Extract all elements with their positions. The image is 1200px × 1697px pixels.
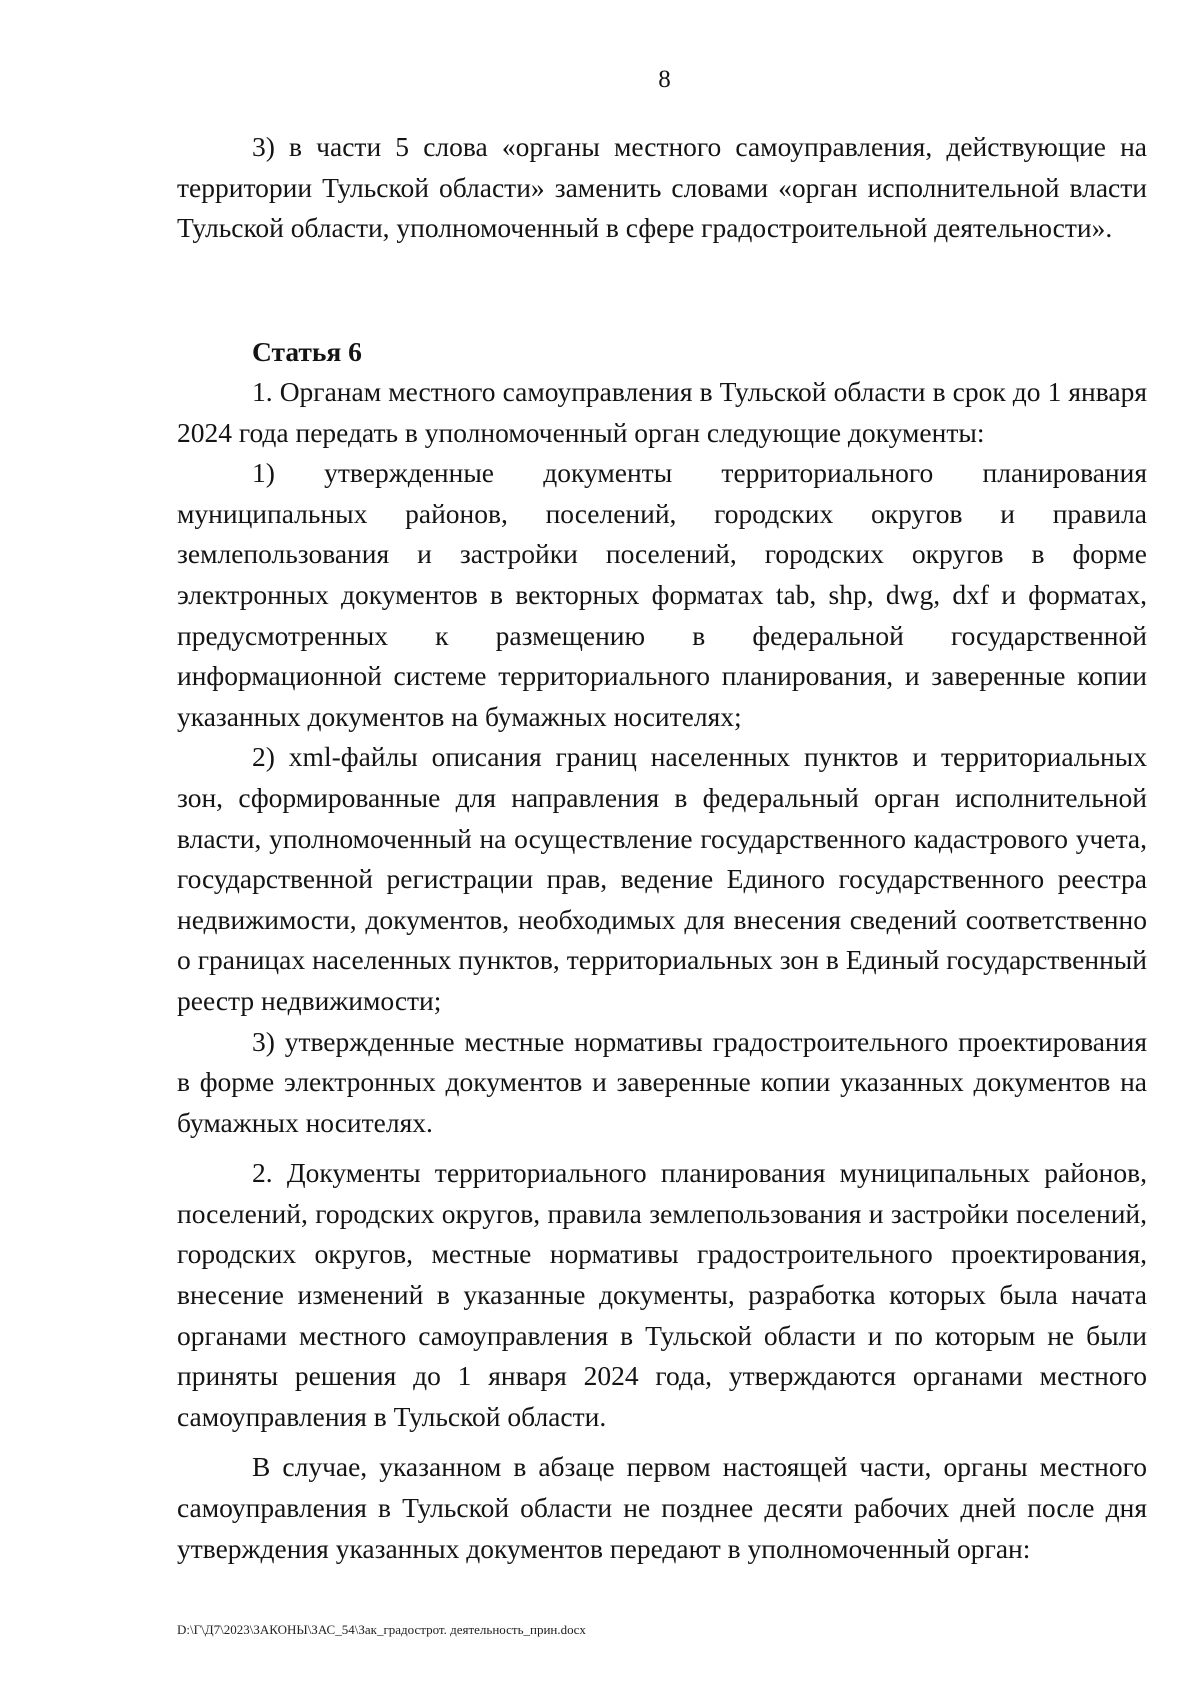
page-number: 8 [658,66,671,93]
paragraph-item-1: 1) утвержденные документы территориального планирования муниципальных районов, поселений, городских округов и правила землепользования и застройки поселений, городских округов в форме электронных документов в векторных форматах tab, shp, dwg, dxf и форматах, предусмотренных к размещению в федеральной государственной информационной системе территориального планирования, и заверенные копии указанных документов на бумажных носителях; [177,457,1147,732]
paragraph-part-2-second: В случае, указанном в абзаце первом настоящей части, органы местного самоуправления в Тульской области не позднее десяти рабочих дней после дня утверждения указанных документов передают в уполномоченный орган: [177,1451,1147,1564]
intro-text-block [177,127,1147,249]
paragraph-item-2: 2) xml-файлы описания границ населенных пунктов и территориальных зон, сформированные для направления в федеральный орган исполнительной власти, уполномоченный на осуществление государственного кадастрового учета, государственной регистрации прав, ведение Единого государственного реестра недвижимости, документов, необходимых для внесения сведений соответственно о границах населенных пунктов, территориальных зон в Единый государственный реестр недвижимости; [177,741,1147,1016]
intro-paragraph: 3) в части 5 слова «органы местного самоуправления, действующие на территории Тульской области» заменить словами «орган исполнительной власти Тульской области, уполномоченный в сфере градостроительной деятельности». [177,131,1147,244]
paragraph-item-3: 3) утвержденные местные нормативы градостроительного проектирования в форме электронных документов и заверенные копии указанных документов на бумажных носителях. [177,1025,1147,1138]
article-heading: Статья 6 [252,336,362,367]
paragraph-part-2: 2. Документы территориального планирования муниципальных районов, поселений, городских округов, правила землепользования и застройки поселений, городских округов, местные нормативы градостроительного проектирования, внесение изменений в указанные документы, разработка которых была начата органами местного самоуправления в Тульской области и по которым не были приняты решения до 1 января 2024 года, утверждаются органами местного самоуправления в Тульской области. [177,1157,1147,1432]
footer-file-path: D:\Г\Д7\2023\ЗАКОНЫ\ЗАС_54\Зак_градострот. деятельность_прин.docx [177,1622,586,1637]
paragraph-part-1: 1. Органам местного самоуправления в Тульской области в срок до 1 января 2024 года передать в уполномоченный орган следующие документы: [177,376,1147,448]
article-body [177,372,1147,1569]
